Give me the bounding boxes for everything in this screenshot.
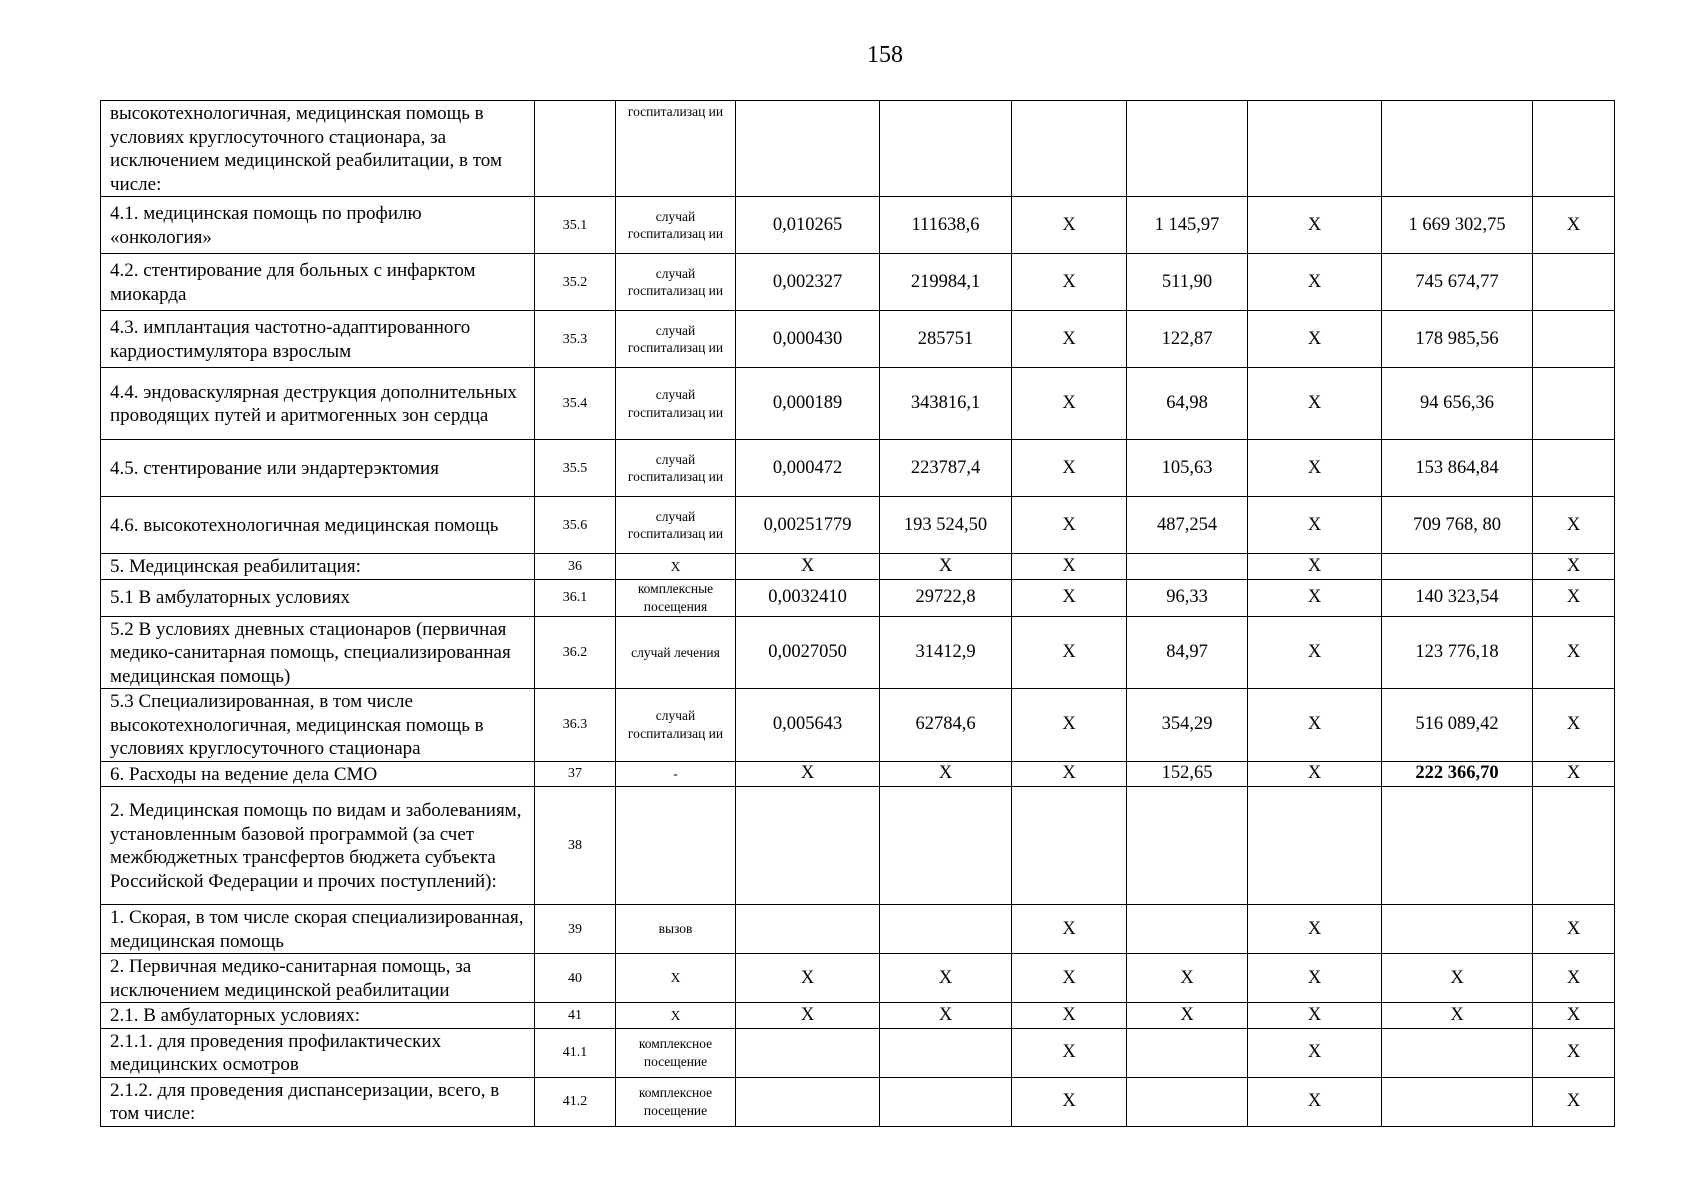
row-cost-budget: X	[1248, 905, 1382, 954]
row-unit: -	[616, 761, 736, 787]
row-per-capita-oms: 105,63	[1127, 440, 1248, 497]
row-cost-norm: 285751	[880, 311, 1012, 368]
row-per-capita-budget: X	[1012, 1077, 1127, 1126]
row-cost-norm: 29722,8	[880, 579, 1012, 616]
row-per-capita-oms: X	[1127, 954, 1248, 1003]
row-per-capita-budget: X	[1012, 761, 1127, 787]
row-per-capita-budget: X	[1012, 197, 1127, 254]
row-unit: случай госпитализац ии	[616, 497, 736, 554]
row-percent: X	[1533, 905, 1615, 954]
financing-table	[100, 100, 1615, 1127]
row-volume-norm	[736, 787, 880, 905]
table-row	[101, 197, 1615, 254]
table-row	[101, 368, 1615, 440]
row-volume-norm: 0,005643	[736, 689, 880, 762]
table-row	[101, 579, 1615, 616]
table-row	[101, 311, 1615, 368]
row-per-capita-budget: X	[1012, 616, 1127, 689]
row-per-capita-oms: 122,87	[1127, 311, 1248, 368]
row-cost-budget: X	[1248, 1028, 1382, 1077]
row-percent	[1533, 311, 1615, 368]
table-row	[101, 616, 1615, 689]
row-percent	[1533, 787, 1615, 905]
row-unit: комплексные посещения	[616, 579, 736, 616]
row-per-capita-budget: X	[1012, 254, 1127, 311]
row-unit: комплексное посещение	[616, 1028, 736, 1077]
row-name: 2. Первичная медико-санитарная помощь, за исключением медицинской реабилитации	[101, 954, 535, 1003]
row-volume-norm: X	[736, 954, 880, 1003]
table-row	[101, 554, 1615, 580]
row-cost-budget: X	[1248, 554, 1382, 580]
row-cost-oms	[1382, 1077, 1533, 1126]
row-percent: X	[1533, 689, 1615, 762]
row-cost-norm: X	[880, 554, 1012, 580]
row-volume-norm: 0,00251779	[736, 497, 880, 554]
row-name: 4.6. высокотехнологичная медицинская помощь	[101, 497, 535, 554]
row-per-capita-oms: 354,29	[1127, 689, 1248, 762]
row-volume-norm: 0,000189	[736, 368, 880, 440]
row-volume-norm: 0,002327	[736, 254, 880, 311]
row-name: 4.2. стентирование для больных с инфарктом миокарда	[101, 254, 535, 311]
row-per-capita-budget: X	[1012, 689, 1127, 762]
row-cost-oms	[1382, 905, 1533, 954]
row-name: 2. Медицинская помощь по видам и заболеваниям, установленным базовой программой (за счет межбюджетных трансфертов бюджета субъекта Российской Федерации и прочих поступлений):	[101, 787, 535, 905]
row-name: 4.4. эндоваскулярная деструкция дополнительных проводящих путей и аритмогенных зон сердца	[101, 368, 535, 440]
row-volume-norm	[736, 101, 880, 197]
row-cost-budget: X	[1248, 254, 1382, 311]
row-percent	[1533, 254, 1615, 311]
row-cost-budget: X	[1248, 1003, 1382, 1029]
row-unit: X	[616, 954, 736, 1003]
table-row	[101, 761, 1615, 787]
row-volume-norm: X	[736, 554, 880, 580]
row-cost-oms	[1382, 787, 1533, 905]
row-cost-budget	[1248, 101, 1382, 197]
row-unit: комплексное посещение	[616, 1077, 736, 1126]
row-cost-norm	[880, 905, 1012, 954]
row-code: 35.3	[535, 311, 616, 368]
table-row	[101, 497, 1615, 554]
row-cost-norm: 343816,1	[880, 368, 1012, 440]
row-volume-norm: 0,000430	[736, 311, 880, 368]
row-per-capita-oms: X	[1127, 1003, 1248, 1029]
row-unit: случай госпитализац ии	[616, 254, 736, 311]
row-cost-budget: X	[1248, 197, 1382, 254]
row-cost-norm: 62784,6	[880, 689, 1012, 762]
row-per-capita-oms: 64,98	[1127, 368, 1248, 440]
row-unit: случай госпитализац ии	[616, 311, 736, 368]
table-row	[101, 1028, 1615, 1077]
row-cost-norm	[880, 787, 1012, 905]
row-percent	[1533, 440, 1615, 497]
row-cost-oms: 222 366,70	[1382, 761, 1533, 787]
row-cost-norm: 31412,9	[880, 616, 1012, 689]
row-percent: X	[1533, 197, 1615, 254]
row-cost-oms	[1382, 554, 1533, 580]
row-unit: случай лечения	[616, 616, 736, 689]
row-cost-norm: 193 524,50	[880, 497, 1012, 554]
row-cost-norm: 219984,1	[880, 254, 1012, 311]
row-per-capita-oms: 487,254	[1127, 497, 1248, 554]
row-per-capita-budget: X	[1012, 440, 1127, 497]
row-per-capita-oms	[1127, 787, 1248, 905]
row-cost-oms	[1382, 101, 1533, 197]
row-cost-oms: 153 864,84	[1382, 440, 1533, 497]
row-cost-budget: X	[1248, 761, 1382, 787]
row-name: 2.1.1. для проведения профилактических медицинских осмотров	[101, 1028, 535, 1077]
row-code: 40	[535, 954, 616, 1003]
row-volume-norm: X	[736, 1003, 880, 1029]
row-cost-budget: X	[1248, 579, 1382, 616]
row-name: 5.2 В условиях дневных стационаров (первичная медико-санитарная помощь, специализированная медицинская помощь)	[101, 616, 535, 689]
row-cost-norm: 111638,6	[880, 197, 1012, 254]
row-cost-budget: X	[1248, 954, 1382, 1003]
row-per-capita-oms	[1127, 1077, 1248, 1126]
row-volume-norm: 0,0032410	[736, 579, 880, 616]
row-code: 35.2	[535, 254, 616, 311]
table-row	[101, 1077, 1615, 1126]
row-volume-norm: 0,000472	[736, 440, 880, 497]
row-cost-oms: 709 768, 80	[1382, 497, 1533, 554]
page-number: 158	[867, 42, 903, 68]
row-per-capita-budget: X	[1012, 311, 1127, 368]
row-code: 36.3	[535, 689, 616, 762]
row-volume-norm	[736, 905, 880, 954]
row-name: 4.5. стентирование или эндартерэктомия	[101, 440, 535, 497]
row-percent: X	[1533, 579, 1615, 616]
row-unit: X	[616, 1003, 736, 1029]
row-code: 36	[535, 554, 616, 580]
row-cost-budget: X	[1248, 311, 1382, 368]
row-code: 35.6	[535, 497, 616, 554]
row-cost-norm: 223787,4	[880, 440, 1012, 497]
row-cost-oms: 123 776,18	[1382, 616, 1533, 689]
row-cost-oms: 140 323,54	[1382, 579, 1533, 616]
row-cost-norm	[880, 101, 1012, 197]
row-per-capita-oms: 152,65	[1127, 761, 1248, 787]
row-cost-budget: X	[1248, 440, 1382, 497]
row-unit: вызов	[616, 905, 736, 954]
row-code: 38	[535, 787, 616, 905]
row-unit: X	[616, 554, 736, 580]
row-name: 2.1.2. для проведения диспансеризации, всего, в том числе:	[101, 1077, 535, 1126]
row-cost-norm: X	[880, 761, 1012, 787]
row-per-capita-oms: 1 145,97	[1127, 197, 1248, 254]
row-cost-oms: 178 985,56	[1382, 311, 1533, 368]
row-per-capita-oms	[1127, 905, 1248, 954]
row-per-capita-oms: 96,33	[1127, 579, 1248, 616]
row-name: 4.1. медицинская помощь по профилю «онкология»	[101, 197, 535, 254]
row-code: 39	[535, 905, 616, 954]
row-code: 37	[535, 761, 616, 787]
row-percent: X	[1533, 1003, 1615, 1029]
row-per-capita-budget: X	[1012, 497, 1127, 554]
row-name: 6. Расходы на ведение дела СМО	[101, 761, 535, 787]
table-row	[101, 101, 1615, 197]
row-name: высокотехнологичная, медицинская помощь в условиях круглосуточного стационара, за исключением медицинской реабилитации, в том числе:	[101, 101, 535, 197]
row-cost-oms: 516 089,42	[1382, 689, 1533, 762]
row-unit: случай госпитализац ии	[616, 368, 736, 440]
table-row	[101, 689, 1615, 762]
row-name: 5.1 В амбулаторных условиях	[101, 579, 535, 616]
row-code: 41.2	[535, 1077, 616, 1126]
row-per-capita-budget: X	[1012, 954, 1127, 1003]
row-unit	[616, 787, 736, 905]
row-volume-norm: 0,010265	[736, 197, 880, 254]
row-cost-norm: X	[880, 1003, 1012, 1029]
row-percent: X	[1533, 761, 1615, 787]
row-code: 36.1	[535, 579, 616, 616]
row-volume-norm	[736, 1028, 880, 1077]
row-cost-budget: X	[1248, 1077, 1382, 1126]
row-name: 1. Скорая, в том числе скорая специализированная, медицинская помощь	[101, 905, 535, 954]
row-per-capita-oms	[1127, 554, 1248, 580]
row-per-capita-oms: 84,97	[1127, 616, 1248, 689]
row-code: 36.2	[535, 616, 616, 689]
row-per-capita-budget: X	[1012, 905, 1127, 954]
row-per-capita-oms	[1127, 101, 1248, 197]
table-row	[101, 440, 1615, 497]
row-cost-budget: X	[1248, 616, 1382, 689]
row-cost-oms: 1 669 302,75	[1382, 197, 1533, 254]
row-cost-budget	[1248, 787, 1382, 905]
row-per-capita-budget	[1012, 101, 1127, 197]
row-cost-oms	[1382, 1028, 1533, 1077]
row-per-capita-budget: X	[1012, 579, 1127, 616]
row-cost-norm	[880, 1077, 1012, 1126]
table-row	[101, 787, 1615, 905]
row-percent: X	[1533, 1077, 1615, 1126]
table-row	[101, 1003, 1615, 1029]
row-cost-oms: 94 656,36	[1382, 368, 1533, 440]
row-cost-oms: 745 674,77	[1382, 254, 1533, 311]
row-cost-oms: X	[1382, 954, 1533, 1003]
row-percent	[1533, 101, 1615, 197]
row-unit: случай госпитализац ии	[616, 197, 736, 254]
row-cost-norm	[880, 1028, 1012, 1077]
row-percent: X	[1533, 954, 1615, 1003]
row-per-capita-budget: X	[1012, 554, 1127, 580]
row-code	[535, 101, 616, 197]
row-unit: госпитализац ии	[616, 101, 736, 197]
row-per-capita-oms: 511,90	[1127, 254, 1248, 311]
table-row	[101, 954, 1615, 1003]
row-per-capita-budget	[1012, 787, 1127, 905]
row-percent: X	[1533, 554, 1615, 580]
row-code: 41	[535, 1003, 616, 1029]
row-cost-budget: X	[1248, 689, 1382, 762]
table-row	[101, 254, 1615, 311]
row-cost-oms: X	[1382, 1003, 1533, 1029]
row-name: 5.3 Специализированная, в том числе высокотехнологичная, медицинская помощь в условиях круглосуточного стационара	[101, 689, 535, 762]
row-cost-budget: X	[1248, 368, 1382, 440]
row-code: 35.1	[535, 197, 616, 254]
table-row	[101, 905, 1615, 954]
row-per-capita-budget: X	[1012, 1028, 1127, 1077]
row-code: 41.1	[535, 1028, 616, 1077]
row-name: 4.3. имплантация частотно-адаптированного кардиостимулятора взрослым	[101, 311, 535, 368]
row-per-capita-oms	[1127, 1028, 1248, 1077]
row-code: 35.4	[535, 368, 616, 440]
row-code: 35.5	[535, 440, 616, 497]
row-cost-norm: X	[880, 954, 1012, 1003]
row-unit: случай госпитализац ии	[616, 689, 736, 762]
row-percent: X	[1533, 616, 1615, 689]
row-volume-norm: 0,0027050	[736, 616, 880, 689]
row-percent: X	[1533, 497, 1615, 554]
row-percent: X	[1533, 1028, 1615, 1077]
row-per-capita-budget: X	[1012, 1003, 1127, 1029]
row-percent	[1533, 368, 1615, 440]
row-volume-norm	[736, 1077, 880, 1126]
row-volume-norm: X	[736, 761, 880, 787]
row-per-capita-budget: X	[1012, 368, 1127, 440]
row-cost-budget: X	[1248, 497, 1382, 554]
row-name: 2.1. В амбулаторных условиях:	[101, 1003, 535, 1029]
row-unit: случай госпитализац ии	[616, 440, 736, 497]
row-name: 5. Медицинская реабилитация:	[101, 554, 535, 580]
